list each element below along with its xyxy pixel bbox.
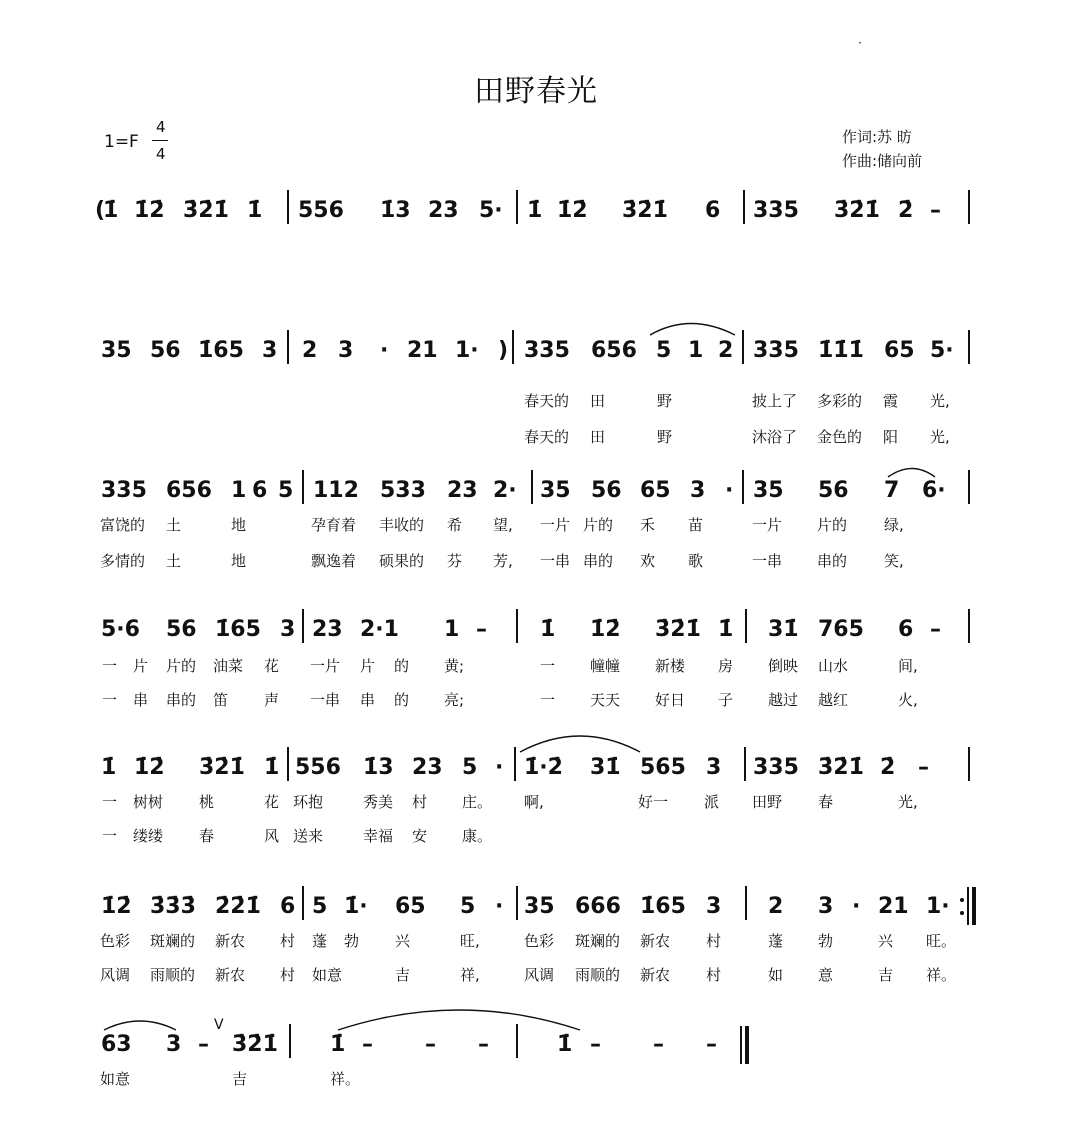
note-group: 2·: [493, 478, 517, 503]
note-group: 3̇2̇1̇: [199, 755, 245, 780]
lyric-verse-1: 如意: [100, 1070, 131, 1088]
lyric-verse-2: 欢: [640, 552, 656, 570]
note-group: 7: [884, 478, 900, 503]
note-group: ·: [495, 894, 504, 919]
note-group: 1̇3: [363, 755, 394, 780]
lyric-verse-2: 幸福: [363, 827, 394, 845]
lyric-verse-2: 串的: [166, 691, 197, 709]
lyric-verse-1: 派: [704, 793, 720, 811]
lyric-verse-1: 霞: [883, 392, 899, 410]
lyric-verse-1: 一: [102, 657, 118, 675]
lyric-verse-1: 地: [231, 516, 247, 534]
lyric-verse-1: 披上了: [752, 392, 798, 410]
lyric-verse-2: 串: [360, 691, 376, 709]
note-group: 3: [706, 755, 722, 780]
lyric-verse-1: 旺。: [926, 932, 957, 950]
lyric-verse-1: 兴: [395, 932, 411, 950]
note-group: 1̇: [718, 617, 734, 642]
slur: [520, 736, 640, 752]
note-group: 112: [313, 478, 359, 503]
note-group: 3: [818, 894, 834, 919]
note-group: 5·: [930, 338, 954, 363]
lyric-verse-1: 色彩: [100, 932, 131, 950]
lyric-verse-2: 一串: [540, 552, 571, 570]
lyric-verse-1: 一: [102, 793, 118, 811]
composer-credit: 作曲:储向前: [842, 152, 923, 170]
note-group: 3: [280, 617, 296, 642]
lyric-verse-2: 一串: [752, 552, 783, 570]
note-group: 6: [898, 617, 914, 642]
note-group: ·: [380, 338, 389, 363]
note-group: 3: [706, 894, 722, 919]
note-group: 35: [524, 894, 555, 919]
lyric-verse-2: 吉: [878, 966, 894, 984]
note-group: 1̇2̇: [134, 198, 165, 223]
note-group: 1̇: [101, 755, 117, 780]
lyric-verse-1: 花: [264, 657, 280, 675]
lyric-verse-1: 倒映: [768, 657, 799, 675]
lyric-verse-2: 意: [818, 966, 834, 984]
lyric-verse-2: 串的: [583, 552, 614, 570]
lyric-verse-2: 越过: [768, 691, 799, 709]
lyric-verse-2: 风调: [100, 966, 131, 984]
lyric-verse-2: 芬: [447, 552, 463, 570]
lyric-verse-2: 阳: [883, 428, 899, 446]
lyric-verse-1: 斑斓的: [150, 932, 196, 950]
note-group: 3̇2̇1̇: [183, 198, 229, 223]
note-group: 5: [656, 338, 672, 363]
lyric-verse-1: 一片: [752, 516, 783, 534]
lyric-verse-1: 新楼: [655, 657, 686, 675]
lyric-verse-2: 金色的: [817, 428, 863, 446]
note-group: –: [918, 755, 929, 780]
note-group: 31̇: [768, 617, 799, 642]
lyric-verse-2: 风调: [524, 966, 555, 984]
lyric-verse-1: 旺,: [460, 932, 480, 950]
lyric-verse-2: 的: [394, 691, 410, 709]
note-group: 1̇: [527, 198, 543, 223]
lyric-verse-1: 野: [657, 392, 673, 410]
lyric-verse-2: 缕缕: [133, 827, 164, 845]
lyric-verse-1: 村: [412, 793, 428, 811]
note-group: 35: [753, 478, 784, 503]
lyric-verse-2: 一: [102, 691, 118, 709]
lyric-verse-1: 勃: [818, 932, 834, 950]
note-group: 31̇: [590, 755, 621, 780]
lyric-verse-2: 芳,: [493, 552, 513, 570]
lyric-verse-1: 光,: [930, 392, 950, 410]
lyric-verse-1: 片的: [817, 516, 848, 534]
note-group: 1̇: [557, 1032, 573, 1057]
lyric-verse-2: 安: [412, 827, 428, 845]
lyric-verse-2: 笛: [213, 691, 229, 709]
lyric-verse-1: 桃: [199, 793, 215, 811]
lyric-verse-1: 祥。: [330, 1070, 361, 1088]
lyric-verse-2: 土: [166, 552, 182, 570]
note-group: 21: [407, 338, 438, 363]
note-group: 3: [338, 338, 354, 363]
note-group: 2̇: [880, 755, 896, 780]
note-group: 3̇2̇1̇: [818, 755, 864, 780]
lyric-verse-1: 斑斓的: [575, 932, 621, 950]
note-group: 1̇2̇: [590, 617, 621, 642]
note-group: 5: [278, 478, 294, 503]
corner-mark: ·: [858, 36, 862, 50]
note-group: –: [590, 1032, 601, 1057]
lyric-verse-2: 光,: [930, 428, 950, 446]
lyric-verse-1: 色彩: [524, 932, 555, 950]
note-group: 1: [444, 617, 460, 642]
key-signature: 1=F: [104, 132, 139, 152]
lyric-verse-1: 油菜: [213, 657, 244, 675]
lyric-verse-1: 希: [447, 516, 463, 534]
note-group: 56: [591, 478, 622, 503]
lyric-verse-1: 吉: [232, 1070, 248, 1088]
note-group: 1̇: [103, 198, 119, 223]
note-group: 23: [312, 617, 343, 642]
lyric-verse-2: 一: [102, 827, 118, 845]
lyric-verse-2: 祥,: [460, 966, 480, 984]
lyric-verse-2: 串的: [817, 552, 848, 570]
note-group: 5: [462, 755, 478, 780]
note-group: 35: [101, 338, 132, 363]
lyric-verse-2: 雨顺的: [575, 966, 621, 984]
lyric-verse-2: 送来: [293, 827, 324, 845]
note-group: 1̇65: [215, 617, 261, 642]
note-group: 656: [591, 338, 637, 363]
lyric-verse-2: 如意: [312, 966, 343, 984]
note-group: 3̇2̇1̇: [655, 617, 701, 642]
lyric-verse-1: 片: [133, 657, 149, 675]
note-group: 1̇65: [198, 338, 244, 363]
lyric-verse-1: 片的: [166, 657, 197, 675]
lyric-verse-1: 春: [818, 793, 834, 811]
lyric-verse-1: 村: [706, 932, 722, 950]
note-group: 1̇: [330, 1032, 346, 1057]
lyric-verse-2: 村: [706, 966, 722, 984]
note-group: 5: [460, 894, 476, 919]
note-group: 2: [768, 894, 784, 919]
note-group: 556: [295, 755, 341, 780]
lyric-verse-1: 禾: [640, 516, 656, 534]
note-group: 56: [166, 617, 197, 642]
note-group: –: [198, 1032, 209, 1057]
note-group: 1̇: [264, 755, 280, 780]
lyricist-credit: 作词:苏 昉: [842, 128, 912, 146]
lyric-verse-1: 土: [166, 516, 182, 534]
note-group: –: [478, 1032, 489, 1057]
note-group: 65: [884, 338, 915, 363]
time-signature-bottom: 4: [156, 145, 166, 163]
time-signature-top: 4: [156, 118, 166, 136]
note-group: 1̇·2̇: [524, 755, 563, 780]
note-group: 6·: [922, 478, 946, 503]
breath-mark: V: [214, 1017, 224, 1033]
note-group: 3̇2̇1̇: [232, 1032, 278, 1057]
lyric-verse-2: 越红: [818, 691, 849, 709]
note-group: –: [930, 198, 941, 223]
note-group: 1̇·: [344, 894, 368, 919]
lyric-verse-1: 房: [718, 657, 734, 675]
lyric-verse-2: 风: [264, 827, 280, 845]
lyric-verse-1: 黄;: [444, 657, 465, 675]
note-group: 2: [302, 338, 318, 363]
lyric-verse-2: 如: [768, 966, 784, 984]
lyric-verse-1: 山水: [818, 657, 849, 675]
note-group: 2̇2̇1̇: [215, 894, 261, 919]
lyric-verse-1: 苗: [688, 516, 704, 534]
lyric-verse-2: 硕果的: [379, 552, 425, 570]
lyric-verse-1: 片: [360, 657, 376, 675]
note-group: 335: [524, 338, 570, 363]
note-group: 666: [575, 894, 621, 919]
lyric-verse-1: 秀美: [363, 793, 394, 811]
note-group: 3̇3̇3̇: [150, 894, 196, 919]
note-group: –: [425, 1032, 436, 1057]
lyric-verse-1: 光,: [898, 793, 918, 811]
lyric-verse-1: 绿,: [884, 516, 904, 534]
note-group: 56: [818, 478, 849, 503]
note-group: 335: [753, 198, 799, 223]
note-group: 765: [818, 617, 864, 642]
lyric-verse-2: 一: [540, 691, 556, 709]
slur: [104, 1021, 176, 1030]
lyric-verse-2: 亮;: [444, 691, 465, 709]
note-group: ): [498, 338, 509, 363]
note-group: 56: [150, 338, 181, 363]
note-group: 5·: [479, 198, 503, 223]
lyric-verse-2: 好日: [655, 691, 686, 709]
note-group: ·: [725, 478, 734, 503]
note-group: 65: [395, 894, 426, 919]
note-group: –: [930, 617, 941, 642]
note-group: 65: [640, 478, 671, 503]
note-group: 2̇: [898, 198, 914, 223]
note-group: 1̇2̇: [134, 755, 165, 780]
repeat-dot: [960, 911, 964, 915]
note-group: 3: [690, 478, 706, 503]
lyric-verse-2: 吉: [395, 966, 411, 984]
lyric-verse-1: 环抱: [293, 793, 324, 811]
lyric-verse-2: 多情的: [100, 552, 146, 570]
note-group: 1·: [455, 338, 479, 363]
note-group: –: [653, 1032, 664, 1057]
slur: [338, 1010, 580, 1030]
lyric-verse-2: 火,: [898, 691, 918, 709]
lyric-verse-1: 丰收的: [379, 516, 425, 534]
note-group: 23: [428, 198, 459, 223]
note-group: –: [362, 1032, 373, 1057]
note-group: 3: [166, 1032, 182, 1057]
note-group: 1̇2̇: [101, 894, 132, 919]
note-group: 1: [688, 338, 704, 363]
lyric-verse-1: 蓬: [768, 932, 784, 950]
lyric-verse-1: 田野: [752, 793, 783, 811]
lyric-verse-1: 片的: [583, 516, 614, 534]
note-group: 2·1: [360, 617, 399, 642]
note-group: 3̇2̇1̇: [622, 198, 668, 223]
lyric-verse-2: 新农: [215, 966, 246, 984]
lyric-verse-1: 间,: [898, 657, 918, 675]
lyric-verse-2: 串: [133, 691, 149, 709]
lyric-verse-1: 新农: [640, 932, 671, 950]
lyric-verse-1: 勃: [344, 932, 360, 950]
lyric-verse-1: 孕育着: [311, 516, 357, 534]
lyric-verse-2: 笑,: [884, 552, 904, 570]
lyric-verse-2: 飘逸着: [311, 552, 357, 570]
lyric-verse-1: 望,: [493, 516, 513, 534]
note-group: 3: [262, 338, 278, 363]
lyric-verse-1: 一: [540, 657, 556, 675]
lyric-verse-2: 沐浴了: [752, 428, 798, 446]
note-group: 63: [101, 1032, 132, 1057]
lyric-verse-1: 春天的: [524, 392, 570, 410]
note-group: ·: [852, 894, 861, 919]
slur: [888, 469, 935, 478]
lyric-verse-1: 兴: [878, 932, 894, 950]
note-group: 6: [252, 478, 268, 503]
note-group: 335: [101, 478, 147, 503]
note-group: 23: [447, 478, 478, 503]
note-group: (: [95, 198, 106, 223]
lyric-verse-2: 声: [264, 691, 280, 709]
lyric-verse-2: 村: [280, 966, 296, 984]
lyric-verse-1: 多彩的: [817, 392, 863, 410]
note-group: 656: [166, 478, 212, 503]
lyric-verse-1: 蓬: [312, 932, 328, 950]
note-group: 35: [540, 478, 571, 503]
note-group: 3̇2̇1̇: [834, 198, 880, 223]
song-title: 田野春光: [474, 74, 598, 109]
note-group: 1̇65: [640, 894, 686, 919]
lyric-verse-1: 好一: [638, 793, 669, 811]
lyric-verse-1: 啊,: [524, 793, 544, 811]
lyric-verse-1: 树树: [133, 793, 164, 811]
note-group: 1̇1̇1̇: [818, 338, 864, 363]
lyric-verse-1: 的: [394, 657, 410, 675]
note-group: 23: [412, 755, 443, 780]
note-group: 6: [705, 198, 721, 223]
lyric-verse-2: 雨顺的: [150, 966, 196, 984]
note-group: 1̇2̇: [557, 198, 588, 223]
note-group: –: [476, 617, 487, 642]
lyric-verse-1: 花: [264, 793, 280, 811]
note-group: 5: [312, 894, 328, 919]
note-group: 1·: [926, 894, 950, 919]
note-group: 1̇: [247, 198, 263, 223]
note-group: 1̇3: [380, 198, 411, 223]
note-group: ·: [495, 755, 504, 780]
lyric-verse-1: 一片: [540, 516, 571, 534]
note-group: 1: [231, 478, 247, 503]
note-group: 6: [280, 894, 296, 919]
lyric-verse-1: 幢幢: [590, 657, 621, 675]
lyric-verse-2: 康。: [462, 827, 493, 845]
lyric-verse-1: 富饶的: [100, 516, 146, 534]
repeat-dot: [960, 898, 964, 902]
note-group: 533: [380, 478, 426, 503]
lyric-verse-1: 庄。: [462, 793, 493, 811]
lyric-verse-1: 田: [590, 392, 606, 410]
lyric-verse-2: 春: [199, 827, 215, 845]
lyric-verse-2: 春天的: [524, 428, 570, 446]
lyric-verse-1: 村: [280, 932, 296, 950]
lyric-verse-2: 新农: [640, 966, 671, 984]
note-group: 5·6: [101, 617, 140, 642]
slur: [650, 324, 735, 336]
note-group: –: [706, 1032, 717, 1057]
note-group: 556: [298, 198, 344, 223]
lyric-verse-2: 子: [718, 691, 734, 709]
note-group: 335: [753, 338, 799, 363]
lyric-verse-2: 一串: [310, 691, 341, 709]
lyric-verse-2: 天天: [590, 691, 621, 709]
lyric-verse-1: 新农: [215, 932, 246, 950]
note-group: 565: [640, 755, 686, 780]
note-group: 335: [753, 755, 799, 780]
lyric-verse-2: 田: [590, 428, 606, 446]
lyric-verse-2: 祥。: [926, 966, 957, 984]
note-group: 2: [718, 338, 734, 363]
lyric-verse-2: 野: [657, 428, 673, 446]
note-group: 21: [878, 894, 909, 919]
lyric-verse-2: 地: [231, 552, 247, 570]
lyric-verse-1: 一片: [310, 657, 341, 675]
note-group: 1̇: [540, 617, 556, 642]
lyric-verse-2: 歌: [688, 552, 704, 570]
